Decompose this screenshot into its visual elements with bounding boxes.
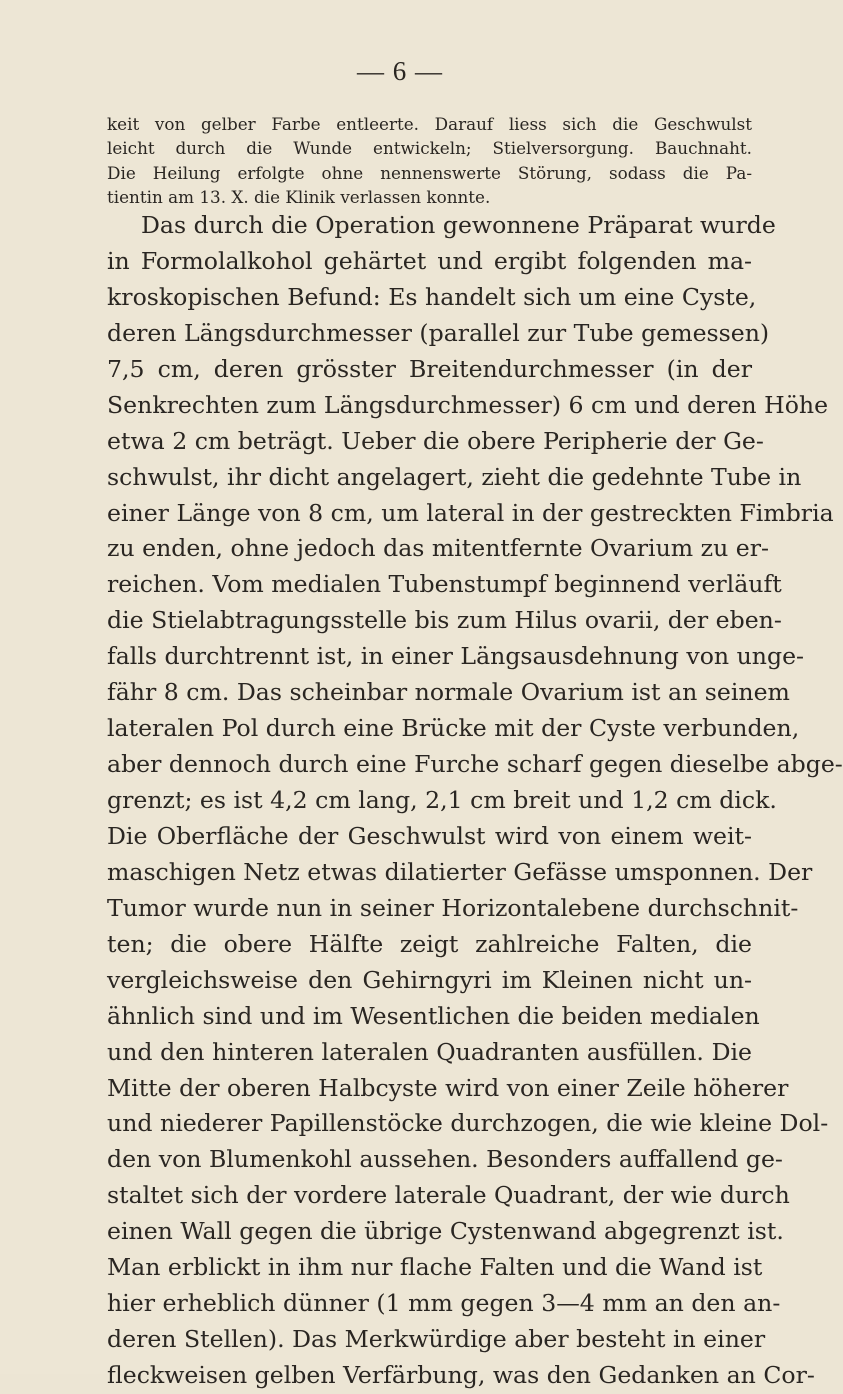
text-line: keit von gelber Farbe entleerte. Darauf liess sich die Geschwulst <box>107 114 752 134</box>
text-line: einen Wall gegen die übrige Cystenwand abgegrenzt ist. <box>107 1217 784 1246</box>
text-line: 7,5 cm, deren grösster Breitendurchmesser (in der <box>107 354 752 383</box>
text-line: lateralen Pol durch eine Brücke mit der Cyste verbunden, <box>107 714 800 743</box>
text-line: Tumor wurde nun in seiner Horizontalebene durchschnit- <box>107 893 799 922</box>
text-line: grenzt; es ist 4,2 cm lang, 2,1 cm breit und 1,2 cm dick. <box>107 786 777 814</box>
text-line: einer Länge von 8 cm, um lateral in der gestreckten Fimbria <box>107 498 834 527</box>
text-line: staltet sich der vordere laterale Quadrant, der wie durch <box>107 1181 790 1210</box>
paragraph-small-print <box>107 112 752 209</box>
text-line: Senkrechten zum Längsdurchmesser) 6 cm und deren Höhe <box>107 390 829 419</box>
text-line: vergleichsweise den Gehirngyri im Kleinen nicht un- <box>107 965 752 994</box>
text-line: schwulst, ihr dicht angelagert, zieht die gedehnte Tube in <box>107 462 802 491</box>
text-line: und niederer Papillenstöcke durchzogen, die wie kleine Dol- <box>107 1109 829 1138</box>
paragraph-main <box>107 208 843 1394</box>
text-line: in Formolalkohol gehärtet und ergibt folgenden ma- <box>107 246 752 275</box>
text-line: tientin am 13. X. die Klinik verlassen konnte. <box>107 186 491 207</box>
text-line: aber dennoch durch eine Furche scharf gegen dieselbe abge- <box>107 750 843 779</box>
page-number: — 6 — <box>357 56 443 86</box>
text-line: hier erheblich dünner (1 mm gegen 3—4 mm an den an- <box>107 1289 781 1318</box>
text-line: kroskopischen Befund: Es handelt sich um eine Cyste, <box>107 282 757 311</box>
text-line: falls durchtrennt ist, in einer Längsausdehnung von unge- <box>107 642 805 671</box>
text-line: reichen. Vom medialen Tubenstumpf beginnend verläuft <box>107 570 782 599</box>
text-line: etwa 2 cm beträgt. Ueber die obere Peripherie der Ge- <box>107 426 764 455</box>
text-line: fähr 8 cm. Das scheinbar normale Ovarium ist an seinem <box>107 678 790 707</box>
text-line: und den hinteren lateralen Quadranten ausfüllen. Die <box>107 1037 752 1066</box>
text-line: den von Blumenkohl aussehen. Besonders auffallend ge- <box>107 1145 783 1174</box>
text-line: Das durch die Operation gewonnene Präparat wurde <box>141 211 776 239</box>
text-line: deren Stellen). Das Merkwürdige aber besteht in einer <box>107 1325 766 1354</box>
text-line: Mitte der oberen Halbcyste wird von einer Zeile höherer <box>107 1073 789 1102</box>
text-line: Die Oberfläche der Geschwulst wird von einem weit- <box>107 821 752 850</box>
text-line: ten; die obere Hälfte zeigt zahlreiche Falten, die <box>107 929 752 958</box>
text-line: ähnlich sind und im Wesentlichen die beiden medialen <box>107 1001 760 1030</box>
text-line: die Stielabtragungsstelle bis zum Hilus ovarii, der eben- <box>107 606 782 635</box>
text-line: leicht durch die Wunde entwickeln; Stielversorgung. Bauchnaht. <box>107 138 752 159</box>
text-line: Man erblickt in ihm nur flache Falten und die Wand ist <box>107 1253 763 1282</box>
text-line: maschigen Netz etwas dilatierter Gefässe umsponnen. Der <box>107 857 813 886</box>
text-line: fleckweisen gelben Verfärbung, was den Gedanken an Cor- <box>107 1361 815 1389</box>
text-line: zu enden, ohne jedoch das mitentfernte Ovarium zu er- <box>107 534 769 563</box>
text-line: Die Heilung erfolgte ohne nennenswerte Störung, sodass die Pa- <box>107 162 752 183</box>
text-line: deren Längsdurchmesser (parallel zur Tube gemessen) <box>107 318 770 347</box>
